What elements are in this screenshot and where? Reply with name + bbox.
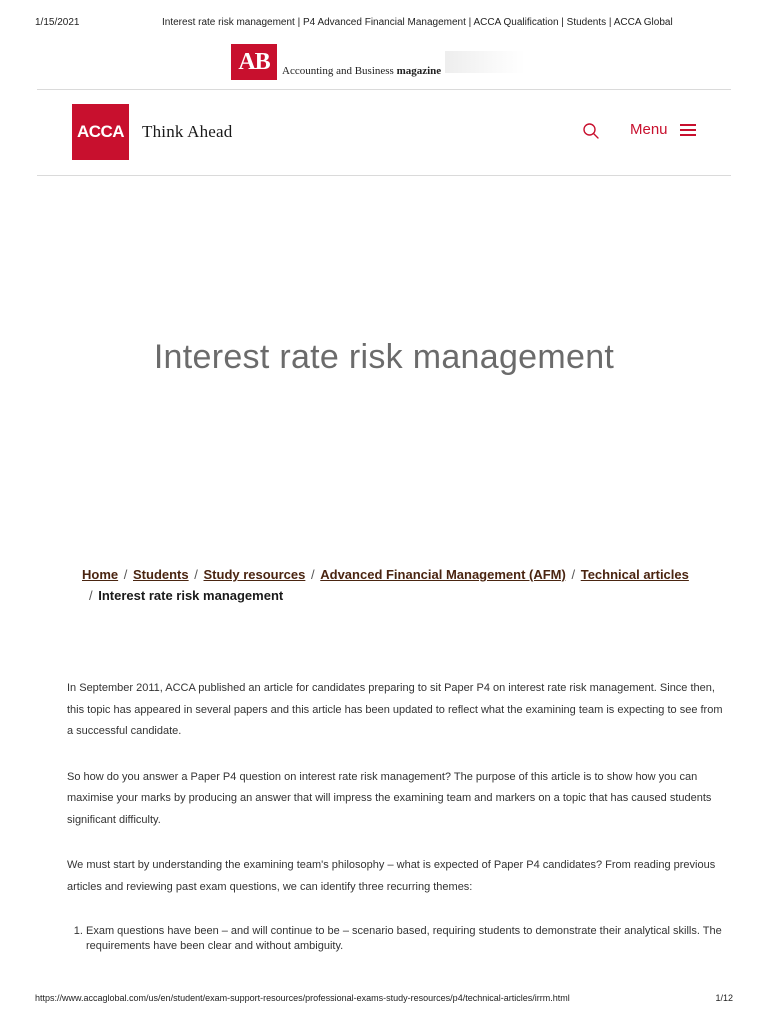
- search-button[interactable]: [582, 122, 602, 142]
- site-header: [72, 104, 698, 160]
- print-footer: [35, 993, 733, 1005]
- breadcrumb-afm[interactable]: Advanced Financial Management (AFM): [320, 567, 566, 582]
- breadcrumb: [82, 564, 702, 606]
- top-divider: [37, 89, 731, 90]
- themes-list: [67, 922, 723, 953]
- page-number: 1/12: [715, 993, 733, 1003]
- page-title: Interest rate risk management: [153, 338, 615, 376]
- print-url: https://www.accaglobal.com/us/en/student/exam-support-resources/professional-exams-study-resources/p4/technical-articles/irrm.html: [35, 993, 570, 1003]
- list-item: 1. Exam questions have been – and will continue to be – scenario based, requiring students to demonstrate their analytical skills. The requirements have been clear and without ambiguity.: [86, 922, 723, 953]
- breadcrumb-current-line: [82, 585, 702, 606]
- breadcrumb-separator: /: [89, 588, 93, 603]
- ab-banner-fade: [445, 51, 525, 73]
- ab-magazine-text: [282, 65, 441, 77]
- print-page-title: Interest rate risk management | P4 Advanced Financial Management | ACCA Qualification | Students | ACCA Global: [162, 17, 673, 28]
- breadcrumb-study-resources[interactable]: Study resources: [203, 567, 306, 582]
- print-header: [35, 17, 733, 31]
- ab-magazine-banner[interactable]: [231, 44, 525, 80]
- article-paragraph: So how do you answer a Paper P4 question on interest rate risk management? The purpose of this article is to show how you can maximise your marks by producing an answer that will impress the examining team and markers on a topic that has caused students significant difficulty.: [67, 770, 712, 826]
- breadcrumb-separator: /: [123, 567, 128, 582]
- ab-text-regular: Accounting and Business: [282, 65, 397, 77]
- article-paragraph: In September 2011, ACCA published an article for candidates preparing to sit Paper P4 on interest rate risk management. Since then, this topic has appeared in several papers and this article has been updated to reflect what the examining team is expecting to see from a successful candidate.: [67, 682, 723, 737]
- breadcrumb-home[interactable]: Home: [82, 567, 119, 582]
- breadcrumb-separator: /: [311, 567, 315, 582]
- ab-text-bold: magazine: [396, 65, 442, 77]
- breadcrumb-students[interactable]: Students: [133, 567, 189, 582]
- hamburger-icon: [680, 123, 696, 137]
- breadcrumb-separator: /: [194, 567, 198, 582]
- tagline: Think Ahead: [142, 122, 233, 141]
- article-body: [67, 678, 723, 953]
- breadcrumb-technical-articles[interactable]: Technical articles: [580, 567, 689, 582]
- search-icon: [582, 122, 600, 140]
- breadcrumb-separator: /: [571, 567, 576, 582]
- header-divider: [37, 175, 731, 176]
- ab-logo: AB: [231, 44, 277, 80]
- menu-button[interactable]: [630, 121, 696, 138]
- breadcrumb-current: Interest rate risk management: [98, 588, 284, 603]
- print-date: 1/15/2021: [35, 17, 80, 28]
- menu-label: Menu: [630, 121, 668, 138]
- article-paragraph: We must start by understanding the examining team's philosophy – what is expected of Paper P4 candidates? From reading previous articles and reviewing past exam questions, we can identify three recurring themes:: [67, 859, 716, 893]
- acca-logo[interactable]: ACCA: [72, 104, 129, 160]
